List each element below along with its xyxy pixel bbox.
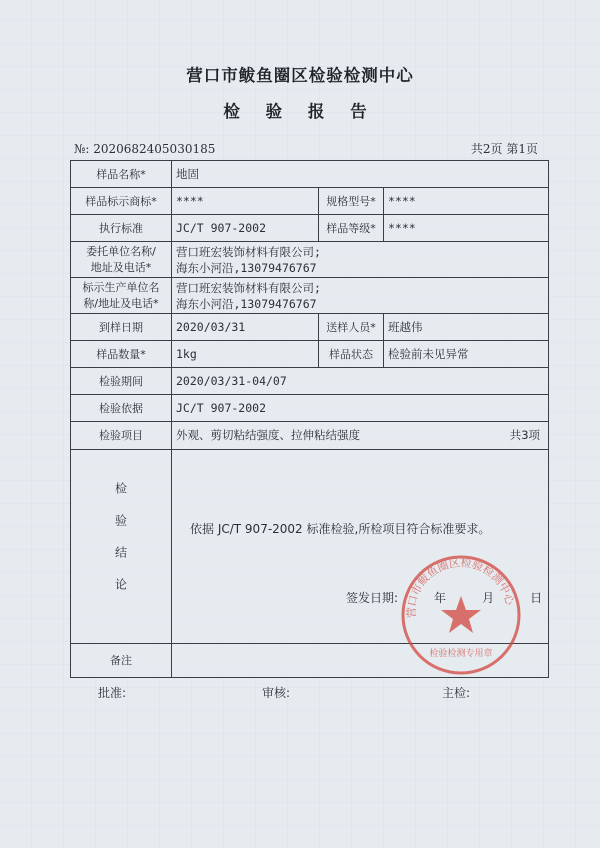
arrival-value: 2020/03/31 xyxy=(172,314,319,341)
seal-star-icon xyxy=(441,596,481,633)
items-label: 检验项目 xyxy=(71,422,172,449)
maker-line-1: 营口班宏装饰材料有限公司; xyxy=(176,280,321,295)
quantity-value: 1kg xyxy=(172,341,319,368)
sample-name-label: 样品名称* xyxy=(71,161,172,188)
conclusion-text: 依据 JC/T 907-2002 标准检验,所检项目符合标准要求。 xyxy=(190,522,491,536)
seal-text: 营口市鲅鱼圈区检验检测中心 xyxy=(404,556,517,619)
client-label-line-1: 委托单位名称/ xyxy=(86,244,156,258)
report-number: №: 2020682405030185 xyxy=(74,142,216,156)
period-value: 2020/03/31-04/07 xyxy=(172,368,549,395)
maker-label-line-1: 标示生产单位名 xyxy=(82,280,160,294)
spec-label: 规格型号* xyxy=(319,188,384,215)
client-value xyxy=(172,242,549,278)
sign-day: 日 xyxy=(530,591,543,605)
approve-label: 批准: xyxy=(98,686,127,700)
period-label: 检验期间 xyxy=(71,368,172,395)
client-line-1: 营口班宏装饰材料有限公司; xyxy=(176,244,321,259)
inspect-label: 主检: xyxy=(442,686,471,700)
remarks-label: 备注 xyxy=(71,643,172,677)
spec-value: **** xyxy=(384,188,549,215)
review-label: 审核: xyxy=(262,686,291,700)
state-value: 检验前未见异常 xyxy=(384,341,549,368)
sender-value: 班越伟 xyxy=(384,314,549,341)
conclusion-label: 检验结论 xyxy=(113,482,128,611)
trademark-value: **** xyxy=(172,188,319,215)
arrival-label: 到样日期 xyxy=(71,314,172,341)
items-value: 外观、剪切粘结强度、拉伸粘结强度 xyxy=(176,428,360,443)
maker-value xyxy=(172,278,549,314)
client-label xyxy=(71,242,172,278)
sign-month: 月 xyxy=(482,591,495,605)
standard-value: JC/T 907-2002 xyxy=(172,215,319,242)
maker-label xyxy=(71,278,172,314)
page-info: 共2页 第1页 xyxy=(470,142,538,156)
maker-label-line-2: 称/地址及电话* xyxy=(83,296,159,310)
center-name: 营口市鲅鱼圈区检验检测中心 xyxy=(186,66,414,85)
client-label-line-2: 地址及电话* xyxy=(90,260,152,274)
official-seal-stamp xyxy=(398,552,524,678)
items-count: 共3项 xyxy=(509,428,541,443)
basis-value: JC/T 907-2002 xyxy=(172,395,549,422)
trademark-label: 样品标示商标* xyxy=(71,188,172,215)
sign-date-label: 签发日期: xyxy=(346,591,399,605)
standard-label: 执行标准 xyxy=(71,215,172,242)
client-line-2: 海东小河沿,13079476767 xyxy=(176,260,317,275)
report-title: 检 验 报 告 xyxy=(223,102,377,121)
state-label: 样品状态 xyxy=(319,341,384,368)
items-cell xyxy=(172,422,549,449)
grade-value: **** xyxy=(384,215,549,242)
maker-line-2: 海东小河沿,13079476767 xyxy=(176,296,317,311)
sender-label: 送样人员* xyxy=(319,314,384,341)
seal-subtext: 检验检测专用章 xyxy=(429,649,493,659)
basis-label: 检验依据 xyxy=(71,395,172,422)
grade-label: 样品等级* xyxy=(319,215,384,242)
sample-name-value: 地固 xyxy=(172,161,549,188)
quantity-label: 样品数量* xyxy=(71,341,172,368)
sign-year: 年 xyxy=(434,591,447,605)
conclusion-label-cell xyxy=(71,449,172,643)
